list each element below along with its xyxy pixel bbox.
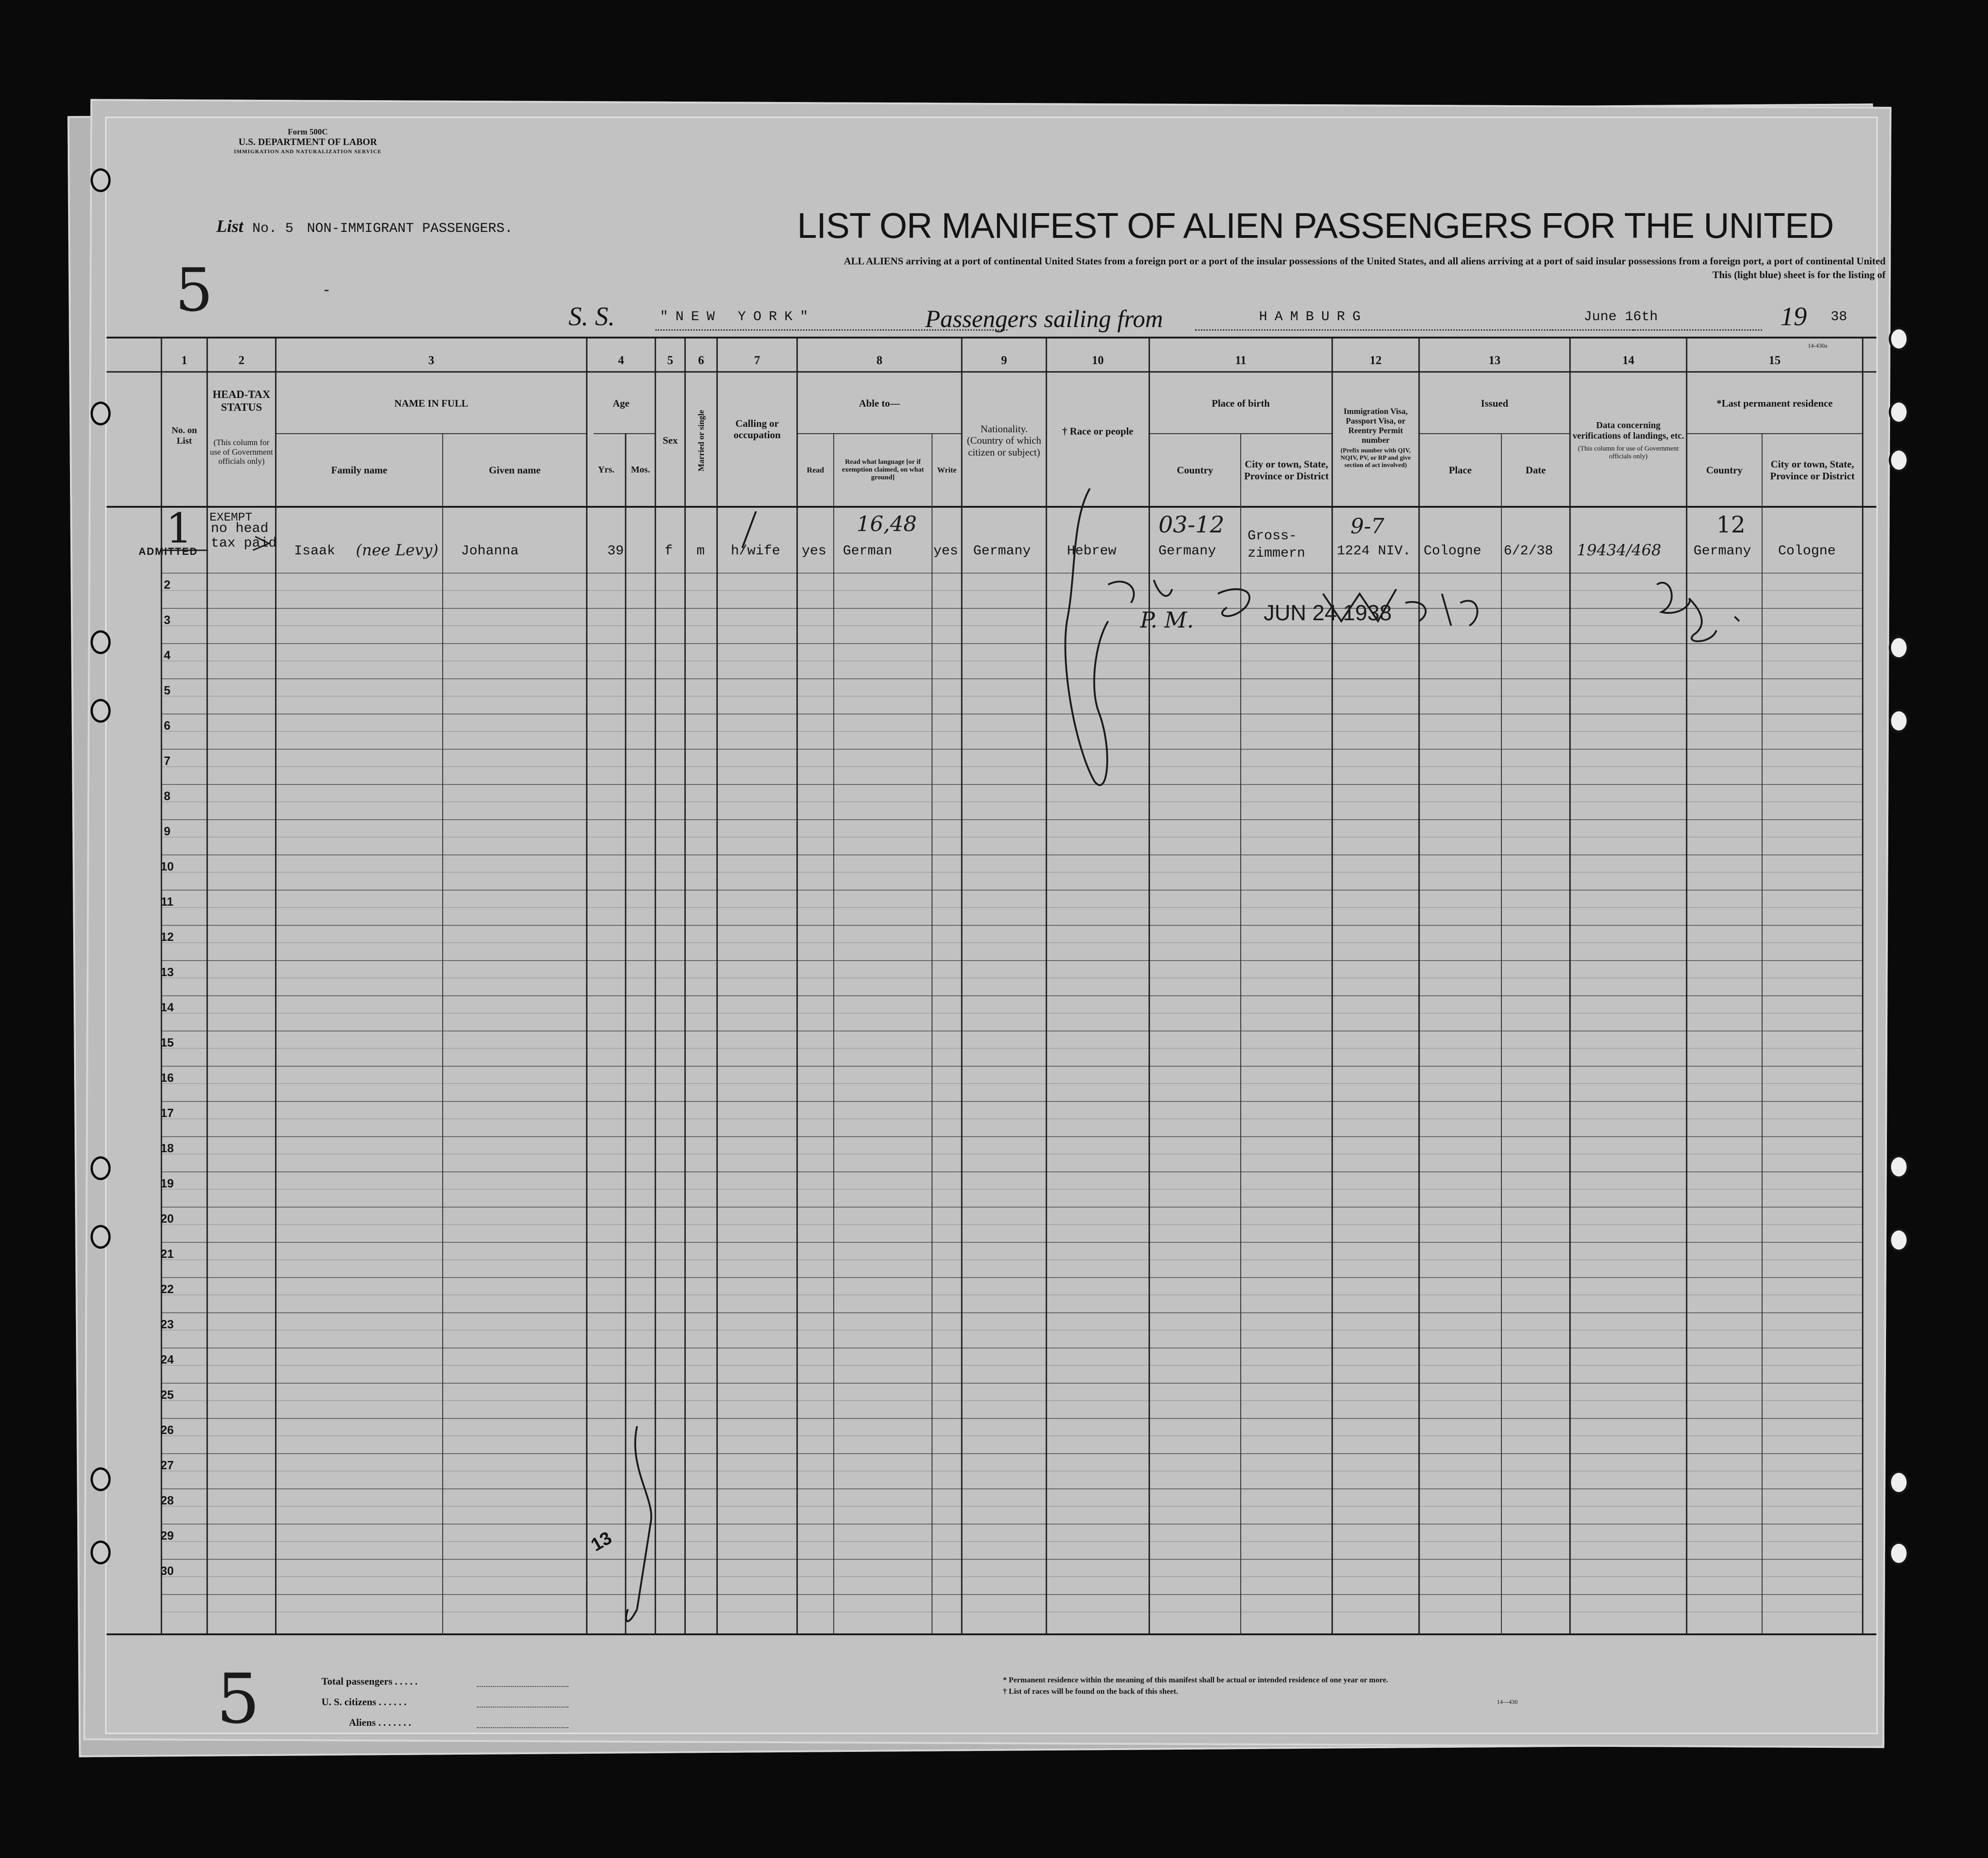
passenger-married: m — [697, 543, 705, 559]
colnum-6: 6 — [698, 354, 704, 367]
row-number-10: 10 — [161, 859, 174, 873]
header-write: Write — [937, 465, 957, 474]
header-visa — [1334, 381, 1417, 495]
row-number-25: 25 — [161, 1388, 174, 1402]
header-visa-title: Immigration Visa, Passport Visa, or Reentry Permit number — [1343, 407, 1408, 445]
row-number-13: 13 — [161, 965, 174, 979]
header-birth-city: City or town, State, Province or District — [1244, 458, 1329, 482]
manifest-subtitle-2: This (light blue) sheet is for the listing of — [1712, 269, 1886, 280]
row-number-15: 15 — [161, 1036, 174, 1049]
passenger-issued-place: Cologne — [1424, 543, 1482, 559]
row-number-8: 8 — [164, 789, 171, 803]
row-number-2: 2 — [164, 578, 171, 591]
row-number-7: 7 — [164, 754, 171, 768]
punch-hole-left-4 — [91, 699, 111, 723]
header-nationality: Nationality. (Country of which citizen or subject) — [967, 423, 1041, 458]
aliens-text: Aliens — [349, 1717, 376, 1728]
ss-label: S. S. — [568, 301, 615, 331]
punch-hole-left-6 — [91, 1225, 111, 1249]
total-passengers-line — [477, 1686, 568, 1687]
punch-hole-left-8 — [91, 1541, 111, 1564]
row-number-12: 12 — [161, 930, 174, 944]
colnum-15: 15 — [1768, 354, 1781, 367]
form-number: Form 500C — [288, 127, 328, 136]
us-citizens-line — [477, 1707, 568, 1708]
header-head-tax: HEAD-TAX STATUS — [212, 389, 271, 413]
header-age-mos: Mos. — [631, 465, 650, 475]
header-data-concerning — [1572, 388, 1684, 493]
passenger-visa-note: 9-7 — [1350, 514, 1385, 538]
punch-hole-right-6 — [1889, 1155, 1909, 1179]
list-number: No. 5 — [252, 221, 294, 236]
row-number-18: 18 — [161, 1141, 174, 1155]
us-citizens-text: U. S. citizens — [322, 1696, 376, 1708]
department-label: U.S. DEPARTMENT OF LABOR — [238, 136, 377, 147]
passenger-given-name: Johanna — [461, 543, 519, 559]
header-place-of-birth: Place of birth — [1211, 397, 1270, 409]
colnum-7: 7 — [754, 354, 760, 367]
row-number-6: 6 — [164, 719, 171, 732]
header-read-what: Read what language [or if exemption claimed, on what ground] — [841, 458, 924, 482]
colnum-10: 10 — [1092, 354, 1104, 367]
row-number-27: 27 — [161, 1458, 174, 1472]
header-calling: Calling or occupation — [734, 417, 781, 440]
row-number-20: 20 — [161, 1212, 174, 1225]
header-name-in-full: NAME IN FULL — [394, 397, 468, 409]
row-number-14: 14 — [161, 1000, 174, 1014]
header-no-on-list: No. on List — [171, 425, 197, 446]
passenger-write: yes — [933, 543, 959, 559]
punch-hole-right-9 — [1889, 1541, 1909, 1565]
passenger-nee: (nee Levy) — [356, 541, 439, 559]
footnote-permanent-residence: * Permanent residence within the meaning of this manifest shall be actual or intended residence of one year or more. — [1003, 1675, 1388, 1684]
colnum-14: 14 — [1622, 354, 1634, 367]
service-label: IMMIGRATION AND NATURALIZATION SERVICE — [234, 148, 382, 155]
passenger-language-note: 16,48 — [857, 511, 917, 536]
passenger-res-city: Cologne — [1778, 543, 1836, 559]
passenger-res-country: Germany — [1693, 543, 1752, 559]
passenger-birth-note: 03-12 — [1158, 511, 1225, 538]
punch-hole-left-2 — [91, 402, 111, 425]
row-number-3: 3 — [164, 613, 171, 627]
colnum-9: 9 — [1001, 354, 1007, 367]
list-label: List — [216, 217, 244, 236]
colnum-12: 12 — [1370, 354, 1382, 367]
colnum-2: 2 — [238, 354, 245, 367]
header-race: † Race or people — [1062, 425, 1134, 437]
header-issued-place: Place — [1448, 464, 1472, 476]
colnum-4: 4 — [618, 354, 624, 367]
row-1-number: 1 — [166, 505, 193, 553]
inspector-initials: P. M. — [1140, 607, 1194, 633]
row-number-9: 9 — [164, 824, 171, 838]
passenger-birth-country: Germany — [1158, 543, 1216, 559]
punch-hole-left-7 — [91, 1467, 111, 1491]
header-read: Read — [807, 465, 824, 474]
header-res-country: Country — [1706, 464, 1743, 476]
passenger-birth-city: Gross-zimmern — [1248, 528, 1306, 561]
punch-hole-left-5 — [91, 1156, 111, 1180]
punch-hole-left-3 — [91, 630, 111, 654]
colnum-8: 8 — [876, 354, 883, 367]
header-age: Age — [612, 397, 630, 409]
passenger-sex: f — [664, 543, 673, 559]
handwritten-list-number: 5 — [175, 255, 213, 325]
header-able-to: Able to— — [859, 397, 900, 409]
total-passengers-label: Total passengers . . . . . — [322, 1675, 418, 1687]
row-number-24: 24 — [161, 1353, 174, 1366]
passenger-res-note: 12 — [1716, 511, 1746, 538]
colnum-13: 13 — [1489, 354, 1500, 367]
header-visa-note: (Prefix number with QIV, NQIV, PV, or RP and give section of act involved) — [1340, 447, 1411, 469]
handwritten-13: 13 — [587, 1527, 616, 1556]
us-citizens-label: U. S. citizens . . . . . . — [322, 1696, 407, 1708]
admission-date-stamp: JUN 24 1938 — [1264, 601, 1392, 625]
header-given-name: Given name — [488, 464, 541, 476]
colnum-11: 11 — [1235, 354, 1247, 367]
handwritten-dash: - — [324, 280, 330, 299]
form-code-top: 14-430a — [1808, 342, 1827, 349]
row-number-23: 23 — [161, 1317, 174, 1331]
passenger-family-name: Isaak — [294, 543, 336, 559]
colnum-1: 1 — [181, 354, 188, 367]
year-suffix: 38 — [1831, 309, 1848, 325]
year-prefix: 19 — [1780, 301, 1807, 331]
header-res-city: City or town, State, Province or District — [1770, 458, 1855, 482]
header-family-name: Family name — [331, 464, 387, 476]
header-head-tax-note: (This column for use of Government officials only) — [210, 437, 273, 466]
sailing-label: Passengers sailing from — [925, 305, 1163, 333]
manifest-subtitle-1: ALL ALIENS arriving at a port of continental United States from a foreign port or a port of the insular possessions of the United States, and all aliens arriving at a port of said insular possessions from a foreign port, a port of continental United — [844, 255, 1886, 267]
punch-hole-right-7 — [1889, 1228, 1909, 1252]
row-number-11: 11 — [161, 895, 174, 908]
punch-hole-right-3 — [1889, 448, 1909, 472]
row-number-28: 28 — [161, 1493, 174, 1507]
total-passengers-text: Total passengers — [322, 1675, 393, 1687]
manifest-title: LIST OR MANIFEST OF ALIEN PASSENGERS FOR THE UNITED — [797, 205, 1834, 246]
ship-name: "NEW YORK" — [660, 309, 816, 325]
colnum-3: 3 — [428, 354, 434, 367]
header-married-text: Married or single — [696, 409, 706, 472]
aliens-label: Aliens . . . . . . . — [349, 1717, 411, 1728]
row-number-17: 17 — [161, 1106, 174, 1120]
punch-hole-right-5 — [1889, 709, 1909, 733]
punch-hole-right-8 — [1889, 1471, 1909, 1494]
header-sex: Sex — [663, 435, 678, 446]
manifest-sheet — [105, 117, 1886, 1739]
sailing-date: June 16th — [1584, 309, 1658, 325]
passenger-nationality: Germany — [973, 543, 1031, 559]
list-type: NON-IMMIGRANT PASSENGERS. — [307, 221, 513, 236]
handwritten-bottom-five: 5 — [216, 1659, 260, 1739]
punch-hole-right-2 — [1889, 400, 1909, 424]
header-data-concerning-note: (This column for use of Government officials only) — [1578, 445, 1679, 460]
header-married — [685, 374, 717, 507]
row-number-29: 29 — [161, 1529, 174, 1542]
admitted-stamp: ADMITTED — [139, 546, 198, 557]
port-name: HAMBURG — [1259, 309, 1368, 325]
head-tax-status: no head tax paid — [211, 521, 277, 551]
head-tax-exempt-stamp: EXEMPT — [209, 510, 252, 524]
header-last-residence: *Last permanent residence — [1716, 397, 1833, 409]
punch-hole-right-1 — [1889, 327, 1909, 351]
passenger-occupation: h/wife — [731, 543, 781, 559]
passenger-visa-number: 1224 NIV. — [1337, 543, 1411, 559]
passenger-issued-date: 6/2/38 — [1504, 543, 1554, 559]
colnum-5: 5 — [667, 354, 673, 367]
passenger-age-yrs: 39 — [607, 543, 624, 559]
header-age-yrs: Yrs. — [598, 465, 615, 475]
passenger-language: German — [843, 543, 893, 559]
row-number-30: 30 — [161, 1564, 174, 1578]
header-birth-country: Country — [1177, 464, 1213, 476]
row-number-22: 22 — [161, 1282, 174, 1296]
punch-hole-left-1 — [91, 168, 111, 192]
punch-hole-right-4 — [1889, 636, 1909, 660]
header-issued-date: Date — [1526, 464, 1546, 476]
header-issued: Issued — [1481, 397, 1508, 409]
footer-form-code: 14—430 — [1497, 1698, 1518, 1705]
row-number-19: 19 — [161, 1176, 174, 1190]
footnote-races: † List of races will be found on the back of this sheet. — [1003, 1687, 1178, 1696]
header-data-concerning-title: Data concerning verifications of landings, etc. — [1572, 420, 1684, 441]
row-number-16: 16 — [161, 1071, 174, 1085]
row-number-21: 21 — [161, 1247, 174, 1261]
row-number-26: 26 — [161, 1423, 174, 1437]
passenger-read: yes — [802, 543, 827, 559]
row-number-5: 5 — [164, 683, 171, 697]
row-number-4: 4 — [164, 648, 171, 662]
aliens-line — [477, 1727, 568, 1728]
passenger-verification: 19434/468 — [1577, 541, 1661, 559]
passenger-race: Hebrew — [1067, 543, 1117, 559]
